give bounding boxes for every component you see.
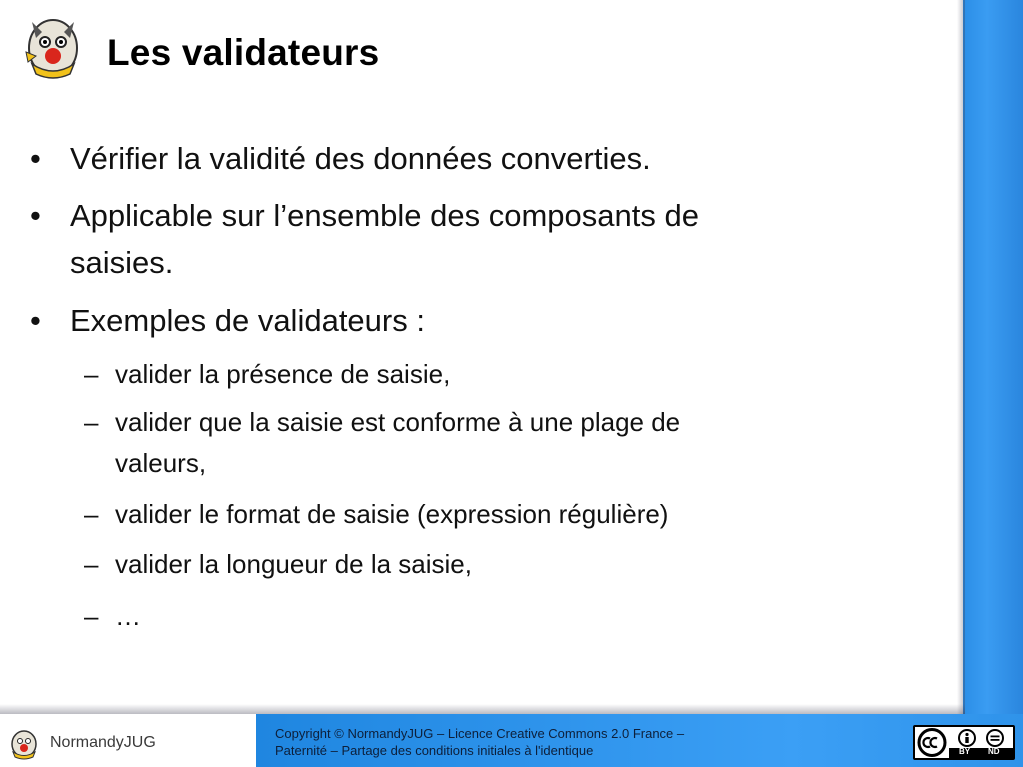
creative-commons-badge[interactable] [913, 725, 1015, 760]
sub-bullet-text: … [115, 601, 141, 631]
sub-bullet-dash: – [84, 601, 99, 631]
sub-bullet-item [84, 403, 915, 442]
slide-title: Les validateurs [107, 32, 380, 73]
footer-brand-area [0, 714, 256, 767]
copyright-notice [275, 725, 684, 759]
bullet-dot: • [30, 141, 41, 176]
sub-bullet-item [84, 545, 915, 584]
sub-bullet-dash: – [84, 499, 99, 529]
copyright-line: Paternité – Partage des conditions initiales à l'identique [275, 743, 594, 758]
bullet-item [30, 136, 920, 182]
sub-bullet-dash: – [84, 407, 99, 437]
right-shadow [957, 0, 965, 714]
bullet-item [30, 298, 920, 344]
right-decorative-band [963, 0, 1023, 714]
bullet-text: Vérifier la validité des données converties. [70, 141, 651, 176]
bullet-text: saisies. [70, 245, 174, 280]
sub-bullet-item [84, 495, 915, 534]
bullet-dot: • [30, 198, 41, 233]
sub-bullet-text: valider le format de saisie (expression régulière) [115, 499, 669, 529]
bullet-text: Exemples de validateurs : [70, 303, 425, 338]
sub-bullet-dash: – [84, 549, 99, 579]
footer-brand-name: NormandyJUG [50, 734, 156, 751]
bullet-item-continuation [70, 240, 920, 286]
sub-bullet-text: valider la présence de saisie, [115, 359, 451, 389]
bullet-dot: • [30, 303, 41, 338]
bullet-text: Applicable sur l’ensemble des composants de [70, 198, 699, 233]
sub-bullet-item-continuation [115, 444, 915, 483]
bullet-item [30, 193, 920, 239]
cc-nd-label: ND [988, 747, 1000, 756]
sub-bullet-text: valider que la saisie est conforme à une plage de [115, 407, 681, 437]
cc-by-label: BY [959, 747, 971, 756]
duke-mascot-icon [18, 8, 88, 82]
duke-mascot-small-icon [6, 726, 42, 760]
sub-bullet-item [84, 355, 915, 394]
sub-bullet-text: valeurs, [115, 448, 207, 478]
copyright-line: Copyright © NormandyJUG – Licence Creative Commons 2.0 France – [275, 726, 685, 741]
sub-bullet-dash: – [84, 359, 99, 389]
bottom-shadow [0, 704, 965, 714]
sub-bullet-text: valider la longueur de la saisie, [115, 549, 472, 579]
sub-bullet-item [84, 597, 915, 636]
footer [0, 714, 1023, 767]
